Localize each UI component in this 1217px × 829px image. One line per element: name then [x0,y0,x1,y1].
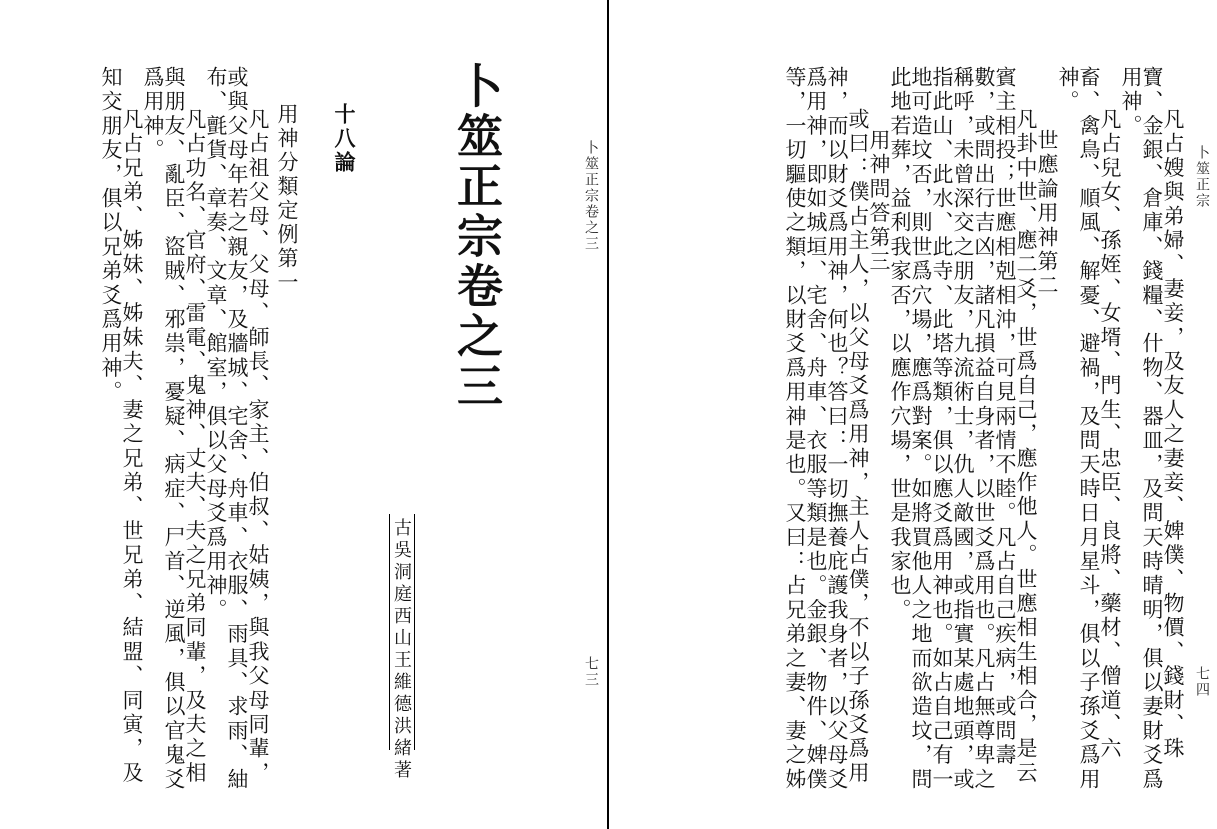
right-page [611,0,1217,829]
right-running-title: 卜筮正宗 [1194,145,1210,209]
subsection-title: 用神問答第三 [867,129,891,275]
left-page-number: 七三 [583,656,599,688]
right-body-text [693,66,1183,806]
left-body-text [78,66,268,806]
author-credit: 古吳洞庭西山王維德洪緒著 [391,518,412,782]
left-page [0,0,608,829]
author-rule-right [414,514,415,750]
paragraph: 凡占功名、官府、雷電、鬼神、丈夫、夫之兄弟同輩，及夫之相與朋友、亂臣、盜賊、邪祟，憂疑、病症、尸首、逆風，俱以官鬼爻爲用神。 [141,66,207,792]
paragraph: 凡占嫂與弟婦、妻妾，及友人之妻妾、婢僕、物價、錢財、珠寶、金銀、倉庫、錢糧、什物、器皿，及問天時晴明，俱以妻財爻爲用神。 [1119,66,1185,792]
paragraph: 凡占兒女、孫姪、女壻、門生、忠臣、良將、藥材、僧道、六畜、禽鳥、順風、解憂、避禍，及問天時日月星斗，俱以子孫爻爲用神。 [1056,66,1122,792]
section-title: 十八論 [332,103,357,175]
paragraph: 或曰：僕占主人，以父母爻爲用神，主人占僕，不以子孫爻爲用神，而以財爻爲用神，何也？答曰：一切撫養庇護我身者，以父母爻爲用神，即如城垣、宅舍、舟車、衣服等類是也。金銀、物件、婢僕等，一切驅使之類，以財爻爲用神是也。又曰：占兄弟之妻、妻之姊 [783,66,870,792]
paragraph: 凡卦中世、應二爻，世爲自己，應作他人。世應相生相合，是云賓主相投；世應相剋相沖，可見兩情不睦。凡占自己疾病，或問壽數，或問出行吉凶，諸凡損益自身者，以世爻爲用也。凡占無尊卑之稱呼，未曾深交之朋友，九流術士，仇人敵國，或指實某處地頭，或指此山、此水、此寺、此塔等類，俱以應爻爲用神也。如占自己有一地可造坟否，則世爲穴場，應爲對案。如將買他人之地而欲造坟，問此地若葬，益利我家否，以應作穴場，世是我家也。 [888,66,1038,792]
left-running-title: 卜筮正宗卷之三 [583,140,599,252]
paragraph: 凡占祖父母、父母、師長、家主、伯叔、姑姨，與我父母同輩，或與父母年若之親友，及牆城、宅舍、舟車、衣服、雨具、求雨、紬布、氈貨、章奏、文章、館室，俱以父母爻爲用神。 [204,66,270,792]
book-title: 卜筮正宗卷之三 [450,62,504,412]
right-page-number: 七四 [1194,666,1210,698]
subsection-title: 世應論用神第二 [1035,129,1059,299]
paragraph: 凡占兄弟、姊妹、姊妹夫、妻之兄弟、世兄弟、結盟、同寅，及知交朋友，俱以兄弟爻爲用神。 [99,66,144,786]
book-spine [607,0,609,829]
subsection-title: 用神分類定例第一 [275,103,299,295]
author-rule-left [389,514,390,750]
